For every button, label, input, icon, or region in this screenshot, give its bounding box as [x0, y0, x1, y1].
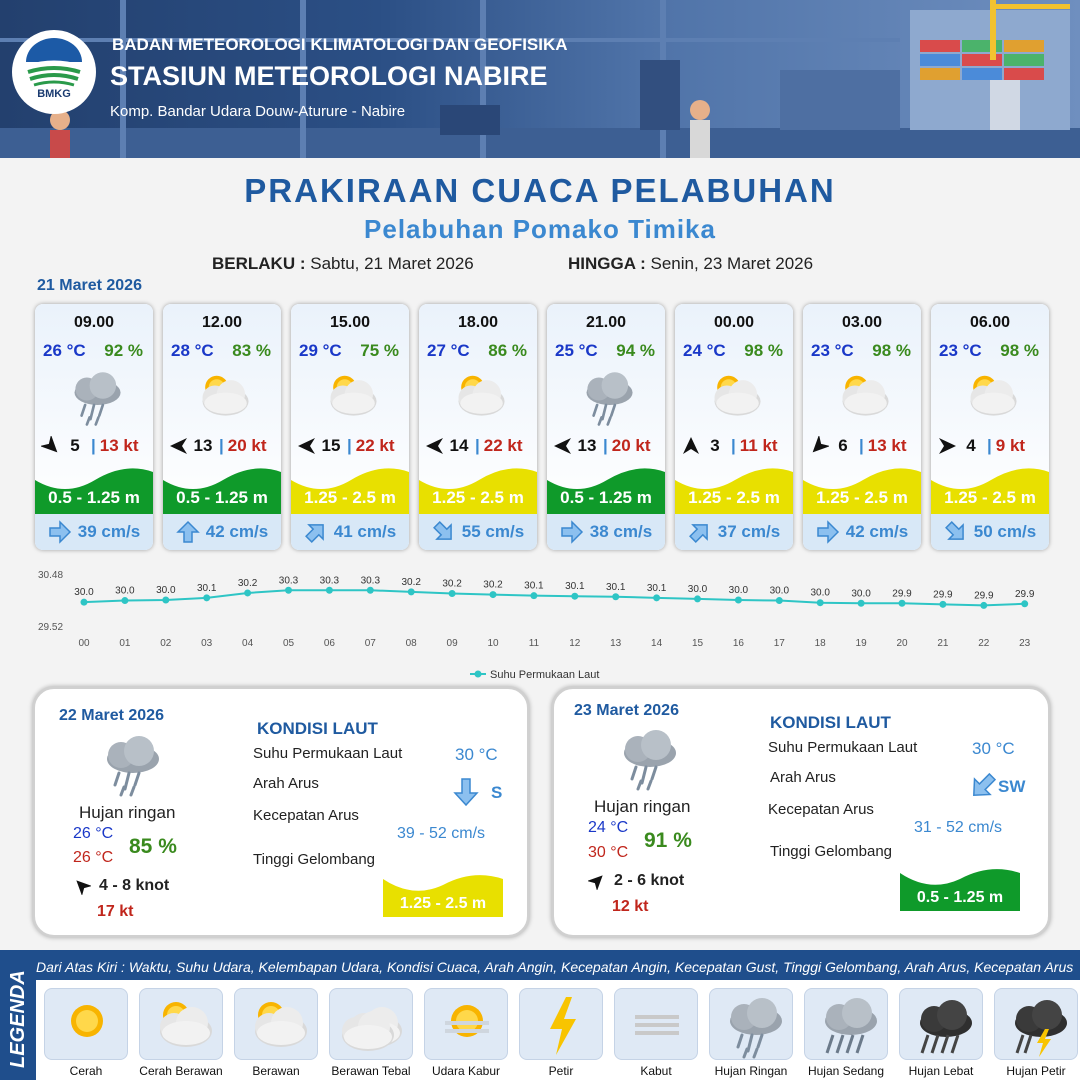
data-point: [899, 600, 906, 607]
legend-item-udara-kabur: [424, 988, 508, 1060]
forecast-temp: 28 °C: [171, 341, 214, 360]
legend-item-label: Cerah Berawan: [139, 1064, 223, 1078]
data-point: [939, 601, 946, 608]
data-point: [326, 587, 333, 594]
data-label: 30.3: [319, 575, 340, 587]
forecast-card-1500: [291, 304, 409, 550]
current-row: [163, 514, 281, 550]
valid-from-label: BERLAKU :: [212, 254, 306, 273]
wind-speed: 13: [193, 436, 213, 455]
data-point: [776, 597, 783, 604]
current-row: [35, 514, 153, 550]
x-tick-label: 23: [1019, 638, 1031, 649]
day2-wind: 4 - 8 knot: [99, 877, 170, 894]
data-point: [571, 593, 578, 600]
cerah-berawan-icon: [955, 366, 1025, 428]
wind-arrow-icon: [553, 436, 573, 456]
wave-height: 0.5 - 1.25 m: [176, 488, 268, 507]
current-arrow-icon: [304, 520, 328, 544]
hujan-ringan-icon: [571, 366, 641, 428]
legend-item-label: Hujan Lebat: [908, 1064, 974, 1078]
berawan-icon: [827, 366, 897, 428]
wind-speed: 3: [710, 436, 720, 455]
current-arrow-icon: [688, 520, 712, 544]
forecast-time: 21.00: [585, 314, 627, 331]
page-title: PRAKIRAAN CUACA PELABUHAN: [244, 172, 836, 209]
day1-date: 21 Maret 2026: [37, 277, 142, 294]
current-speed: 55 cm/s: [461, 522, 525, 541]
forecast-card-2100: [547, 304, 665, 550]
current-arrow-icon: [453, 777, 479, 807]
data-label: 30.0: [728, 585, 749, 596]
data-point: [490, 591, 497, 598]
gust-speed: 22 kt: [483, 436, 523, 455]
data-point: [203, 594, 210, 601]
data-point: [612, 593, 619, 600]
divider: |: [475, 436, 480, 455]
berawan-tebal-icon: [330, 989, 414, 1061]
data-point: [653, 594, 660, 601]
day2-sst: 30 °C: [455, 745, 498, 764]
forecast-card-0300: [803, 304, 921, 550]
forecast-temp: 23 °C: [939, 341, 982, 360]
legend-item-label: Kabut: [640, 1064, 672, 1078]
day3-condition: Hujan ringan: [594, 797, 691, 816]
wind-speed: 15: [321, 436, 341, 455]
hujan-ringan-icon: [59, 366, 129, 428]
data-label: 30.1: [565, 581, 585, 593]
station-name: STASIUN METEOROLOGI NABIRE: [110, 61, 548, 91]
x-tick-label: 06: [323, 638, 335, 649]
sea-temperature-chart: [0, 560, 1080, 690]
wind-row: [809, 436, 907, 456]
legend-item-hujan-petir: [994, 988, 1078, 1060]
divider: |: [347, 436, 352, 455]
forecast-time: 12.00: [201, 314, 243, 331]
x-tick-label: 03: [201, 638, 213, 649]
legend-item-hujan-ringan: [709, 988, 793, 1060]
x-tick-label: 13: [610, 638, 622, 649]
data-label: 30.3: [278, 575, 299, 587]
x-tick-label: 07: [364, 638, 376, 649]
day3-temp-max: 30 °C: [588, 844, 629, 861]
x-tick-label: 18: [814, 638, 826, 649]
forecast-temp: 26 °C: [43, 341, 86, 360]
y-tick-label: 30.48: [38, 570, 64, 581]
station-address: Komp. Bandar Udara Douw-Aturure - Nabire: [110, 103, 406, 120]
forecast-humidity: 98 %: [872, 341, 911, 360]
x-tick-label: 20: [896, 638, 908, 649]
current-row: [931, 514, 1049, 550]
data-point: [858, 600, 865, 607]
x-tick-label: 14: [651, 638, 663, 649]
cerah-berawan-icon: [140, 989, 224, 1061]
wave-height: 0.5 - 1.25 m: [560, 488, 652, 507]
berawan-icon: [315, 366, 385, 428]
forecast-temp: 24 °C: [683, 341, 726, 360]
udara-kabur-icon: [425, 989, 509, 1061]
wind-row: [41, 436, 139, 456]
data-label: 30.2: [401, 576, 421, 588]
forecast-card-0900: [35, 304, 153, 550]
wind-arrow-icon: [169, 436, 189, 456]
forecast-temp: 27 °C: [427, 341, 470, 360]
data-label: 30.1: [196, 582, 217, 594]
legend-item-cerah: [44, 988, 128, 1060]
wave-height: 1.25 - 2.5 m: [432, 488, 524, 507]
x-tick-label: 00: [78, 638, 90, 649]
hujan-ringan-icon: [610, 723, 682, 793]
kabut-icon: [615, 989, 699, 1061]
valid-to-label: HINGGA :: [568, 254, 646, 273]
current-arrow-icon: [176, 520, 200, 544]
day3-temp-min: 24 °C: [588, 819, 629, 836]
cerah-icon: [45, 989, 129, 1061]
wind-arrow-icon: [588, 872, 606, 890]
wind-row: [169, 436, 267, 456]
data-point: [694, 595, 701, 602]
wave-height: 1.25 - 2.5 m: [816, 488, 908, 507]
current-row: [803, 514, 921, 550]
day3-current-speed: 31 - 52 cm/s: [914, 819, 1003, 836]
day3-panel: [551, 686, 1051, 938]
header-banner: [0, 0, 1080, 158]
divider: |: [987, 436, 992, 455]
bmkg-logo: [12, 30, 96, 114]
day2-gust: 17 kt: [97, 903, 134, 920]
wind-arrow-icon: [937, 436, 957, 456]
wave-height: 0.5 - 1.25 m: [48, 488, 140, 507]
data-label: 30.1: [524, 580, 544, 592]
wind-arrow-icon: [425, 436, 445, 456]
data-label: 29.9: [974, 590, 994, 602]
legend-item-label: Udara Kabur: [431, 1064, 501, 1078]
data-label: 30.3: [360, 575, 381, 587]
forecast-time: 06.00: [969, 314, 1011, 331]
data-label: 30.0: [851, 588, 871, 600]
legend-item-label: Petir: [548, 1064, 574, 1078]
forecast-time: 18.00: [457, 314, 499, 331]
current-speed: 41 cm/s: [333, 522, 397, 541]
wave-height: 1.25 - 2.5 m: [688, 488, 780, 507]
day3-sea-title: KONDISI LAUT: [770, 713, 891, 732]
day3-current-dir-label: Arah Arus: [770, 769, 836, 786]
forecast-card-1200: [163, 304, 281, 550]
x-tick-label: 01: [119, 638, 131, 649]
day3-current-dir: SW: [998, 777, 1026, 796]
data-label: 29.9: [933, 589, 953, 601]
data-label: 30.0: [687, 583, 708, 595]
divider: |: [731, 436, 736, 455]
berawan-icon: [699, 366, 769, 428]
x-tick-label: 19: [855, 638, 867, 649]
wave-height: 1.25 - 2.5 m: [304, 488, 396, 507]
data-point: [530, 592, 537, 599]
forecast-humidity: 83 %: [232, 341, 271, 360]
current-speed: 50 cm/s: [973, 522, 1037, 541]
current-speed: 39 cm/s: [77, 522, 141, 541]
x-tick-label: 08: [405, 638, 417, 649]
current-speed: 42 cm/s: [205, 522, 269, 541]
divider: |: [219, 436, 224, 455]
x-tick-label: 16: [732, 638, 744, 649]
hujan-ringan-icon: [93, 729, 165, 799]
gust-speed: 13 kt: [99, 436, 139, 455]
legend-description: Dari Atas Kiri : Waktu, Suhu Udara, Kelembapan Udara, Kondisi Cuaca, Arah Angin, Kecepatan Angin, Kecepatan Gust, Tinggi Gelombang, Arah Arus, Kecepatan Arus: [36, 959, 1074, 975]
legend-title: [6, 960, 30, 1070]
day3-wave-label: Tinggi Gelombang: [770, 843, 893, 860]
forecast-humidity: 98 %: [1000, 341, 1039, 360]
wind-arrow-icon: [73, 877, 91, 895]
day3-current-speed-label: Kecepatan Arus: [768, 801, 874, 818]
data-label: 30.0: [156, 585, 176, 596]
wind-speed: 4: [966, 436, 976, 455]
day3-gust: 12 kt: [612, 898, 649, 915]
current-speed: 38 cm/s: [589, 522, 653, 541]
data-label: 29.9: [892, 588, 912, 600]
day2-temp-min: 26 °C: [73, 825, 114, 842]
wind-row: [425, 436, 523, 456]
x-tick-label: 15: [691, 638, 704, 649]
data-point: [367, 587, 374, 594]
legend-item-label: Cerah: [69, 1064, 103, 1078]
legend-marker: [475, 671, 482, 678]
page-subtitle: Pelabuhan Pomako Timika: [364, 214, 716, 244]
legend-item-berawan: [234, 988, 318, 1060]
data-label: 30.1: [605, 581, 626, 593]
wind-speed: 5: [70, 436, 80, 455]
data-point: [408, 588, 415, 595]
valid-from-value: Sabtu, 21 Maret 2026: [310, 254, 474, 273]
wind-speed: 6: [838, 436, 848, 455]
data-point: [121, 597, 128, 604]
wind-row: [681, 436, 778, 456]
hujan-sedang-icon: [805, 989, 889, 1061]
logo-emblem-icon: [12, 34, 96, 94]
day3-humidity: 91 %: [644, 829, 692, 852]
valid-from: [212, 254, 474, 274]
legend-item-label: Berawan Tebal: [331, 1064, 411, 1078]
data-label: 30.2: [237, 577, 258, 589]
day3-wave: 0.5 - 1.25 m: [916, 889, 1004, 906]
legend-item-label: Hujan Sedang: [807, 1064, 885, 1078]
data-label: 30.0: [115, 585, 135, 597]
legend-item-petir: [519, 988, 603, 1060]
valid-to-value: Senin, 23 Maret 2026: [650, 254, 814, 273]
day2-panel: [32, 686, 530, 938]
legend-item-kabut: [614, 988, 698, 1060]
data-label: 30.2: [442, 578, 462, 590]
data-point: [735, 597, 742, 604]
current-arrow-icon: [944, 520, 968, 544]
gust-speed: 22 kt: [355, 436, 395, 455]
forecast-humidity: 94 %: [616, 341, 655, 360]
data-label: 29.9: [1014, 588, 1035, 600]
x-tick-label: 02: [160, 638, 172, 649]
current-row: [419, 514, 537, 550]
x-tick-label: 22: [978, 638, 990, 649]
hujan-lebat-icon: [900, 989, 984, 1061]
forecast-humidity: 86 %: [488, 341, 527, 360]
legend-label: Suhu Permukaan Laut: [490, 669, 600, 681]
day2-temp-max: 26 °C: [73, 849, 114, 866]
forecast-humidity: 98 %: [744, 341, 783, 360]
day2-date: 22 Maret 2026: [59, 707, 164, 724]
current-arrow-icon: [48, 520, 72, 544]
forecast-temp: 25 °C: [555, 341, 598, 360]
forecast-time: 00.00: [713, 314, 755, 331]
data-point: [1021, 600, 1028, 607]
divider: |: [91, 436, 96, 455]
current-speed: 42 cm/s: [845, 522, 909, 541]
x-tick-label: 12: [569, 638, 581, 649]
forecast-time: 03.00: [841, 314, 883, 331]
x-tick-label: 04: [242, 638, 254, 649]
forecast-humidity: 75 %: [360, 341, 399, 360]
current-row: [291, 514, 409, 550]
legend-item-cerah-berawan: [139, 988, 223, 1060]
forecast-temp: 29 °C: [299, 341, 342, 360]
forecast-card-0000: [675, 304, 793, 550]
current-row: [675, 514, 793, 550]
day3-wind: 2 - 6 knot: [614, 872, 685, 889]
gust-speed: 11 kt: [739, 436, 778, 455]
day2-current-dir-label: Arah Arus: [253, 775, 319, 792]
forecast-humidity: 92 %: [104, 341, 143, 360]
wind-row: [937, 436, 1025, 456]
legend-items: [36, 980, 1080, 1080]
forecast-time: 09.00: [73, 314, 115, 331]
day3-sst: 30 °C: [972, 739, 1015, 758]
day2-sea-title: KONDISI LAUT: [257, 719, 378, 738]
forecast-card-0600: [931, 304, 1049, 550]
wind-speed: 14: [449, 436, 469, 455]
day2-wave: 1.25 - 2.5 m: [399, 895, 487, 912]
hujan-ringan-icon: [710, 989, 794, 1061]
legend-item-berawan-tebal: [329, 988, 413, 1060]
svg-text:LEGENDA: LEGENDA: [7, 970, 29, 1068]
org-name: BADAN METEOROLOGI KLIMATOLOGI DAN GEOFISIKA: [112, 35, 568, 54]
data-point: [285, 587, 292, 594]
forecast-time: 15.00: [329, 314, 371, 331]
legend-item-label: Hujan Ringan: [714, 1064, 788, 1078]
data-label: 30.0: [74, 587, 94, 599]
wind-speed: 13: [577, 436, 597, 455]
current-arrow-icon: [968, 771, 998, 801]
divider: |: [603, 436, 608, 455]
y-tick-label: 29.52: [38, 622, 64, 633]
data-label: 30.0: [810, 587, 830, 599]
wind-row: [553, 436, 651, 456]
berawan-icon: [443, 366, 513, 428]
data-label: 30.2: [483, 579, 503, 591]
current-speed: 37 cm/s: [717, 522, 781, 541]
day2-condition: Hujan ringan: [79, 803, 176, 822]
berawan-icon: [235, 989, 319, 1061]
legend-item-hujan-sedang: [804, 988, 888, 1060]
gust-speed: 9 kt: [995, 436, 1026, 455]
logo-text: BMKG: [37, 88, 71, 100]
gust-speed: 20 kt: [227, 436, 267, 455]
day2-current-dir: S: [491, 783, 503, 802]
forecast-card-1800: [419, 304, 537, 550]
berawan-icon: [187, 366, 257, 428]
day2-current-speed-label: Kecepatan Arus: [253, 807, 359, 824]
petir-icon: [520, 989, 604, 1061]
day2-wave-label: Tinggi Gelombang: [253, 851, 376, 868]
current-arrow-icon: [560, 520, 584, 544]
legend: [0, 950, 1080, 1080]
data-label: 30.0: [769, 585, 790, 597]
data-point: [244, 589, 251, 596]
wind-row: [297, 436, 395, 456]
legend-item-hujan-lebat: [899, 988, 983, 1060]
data-point: [980, 602, 987, 609]
wave-height: 1.25 - 2.5 m: [944, 488, 1036, 507]
x-tick-label: 09: [446, 638, 458, 649]
day2-humidity: 85 %: [129, 835, 177, 858]
valid-to: [568, 254, 813, 274]
data-point: [817, 599, 824, 606]
wind-arrow-icon: [809, 436, 829, 456]
current-arrow-icon: [816, 520, 840, 544]
wind-arrow-icon: [41, 436, 61, 456]
legend-item-label: Berawan: [252, 1064, 300, 1078]
x-tick-label: 21: [937, 638, 949, 649]
gust-speed: 20 kt: [611, 436, 651, 455]
day3-date: 23 Maret 2026: [574, 702, 679, 719]
x-tick-label: 11: [528, 638, 540, 649]
gust-speed: 13 kt: [867, 436, 907, 455]
divider: |: [859, 436, 864, 455]
x-tick-label: 05: [282, 638, 295, 649]
current-row: [547, 514, 665, 550]
x-tick-label: 17: [773, 638, 785, 649]
data-point: [162, 597, 169, 604]
x-tick-label: 10: [487, 638, 499, 649]
forecast-temp: 23 °C: [811, 341, 854, 360]
wind-arrow-icon: [681, 436, 701, 456]
data-point: [81, 599, 88, 606]
legend-item-label: Hujan Petir: [1006, 1064, 1066, 1078]
data-label: 30.1: [646, 582, 667, 594]
data-point: [449, 590, 456, 597]
current-arrow-icon: [432, 520, 456, 544]
day3-sst-label: Suhu Permukaan Laut: [768, 739, 918, 756]
day2-current-speed: 39 - 52 cm/s: [397, 825, 486, 842]
day2-sst-label: Suhu Permukaan Laut: [253, 745, 403, 762]
wind-arrow-icon: [297, 436, 317, 456]
hujan-petir-icon: [995, 989, 1079, 1061]
